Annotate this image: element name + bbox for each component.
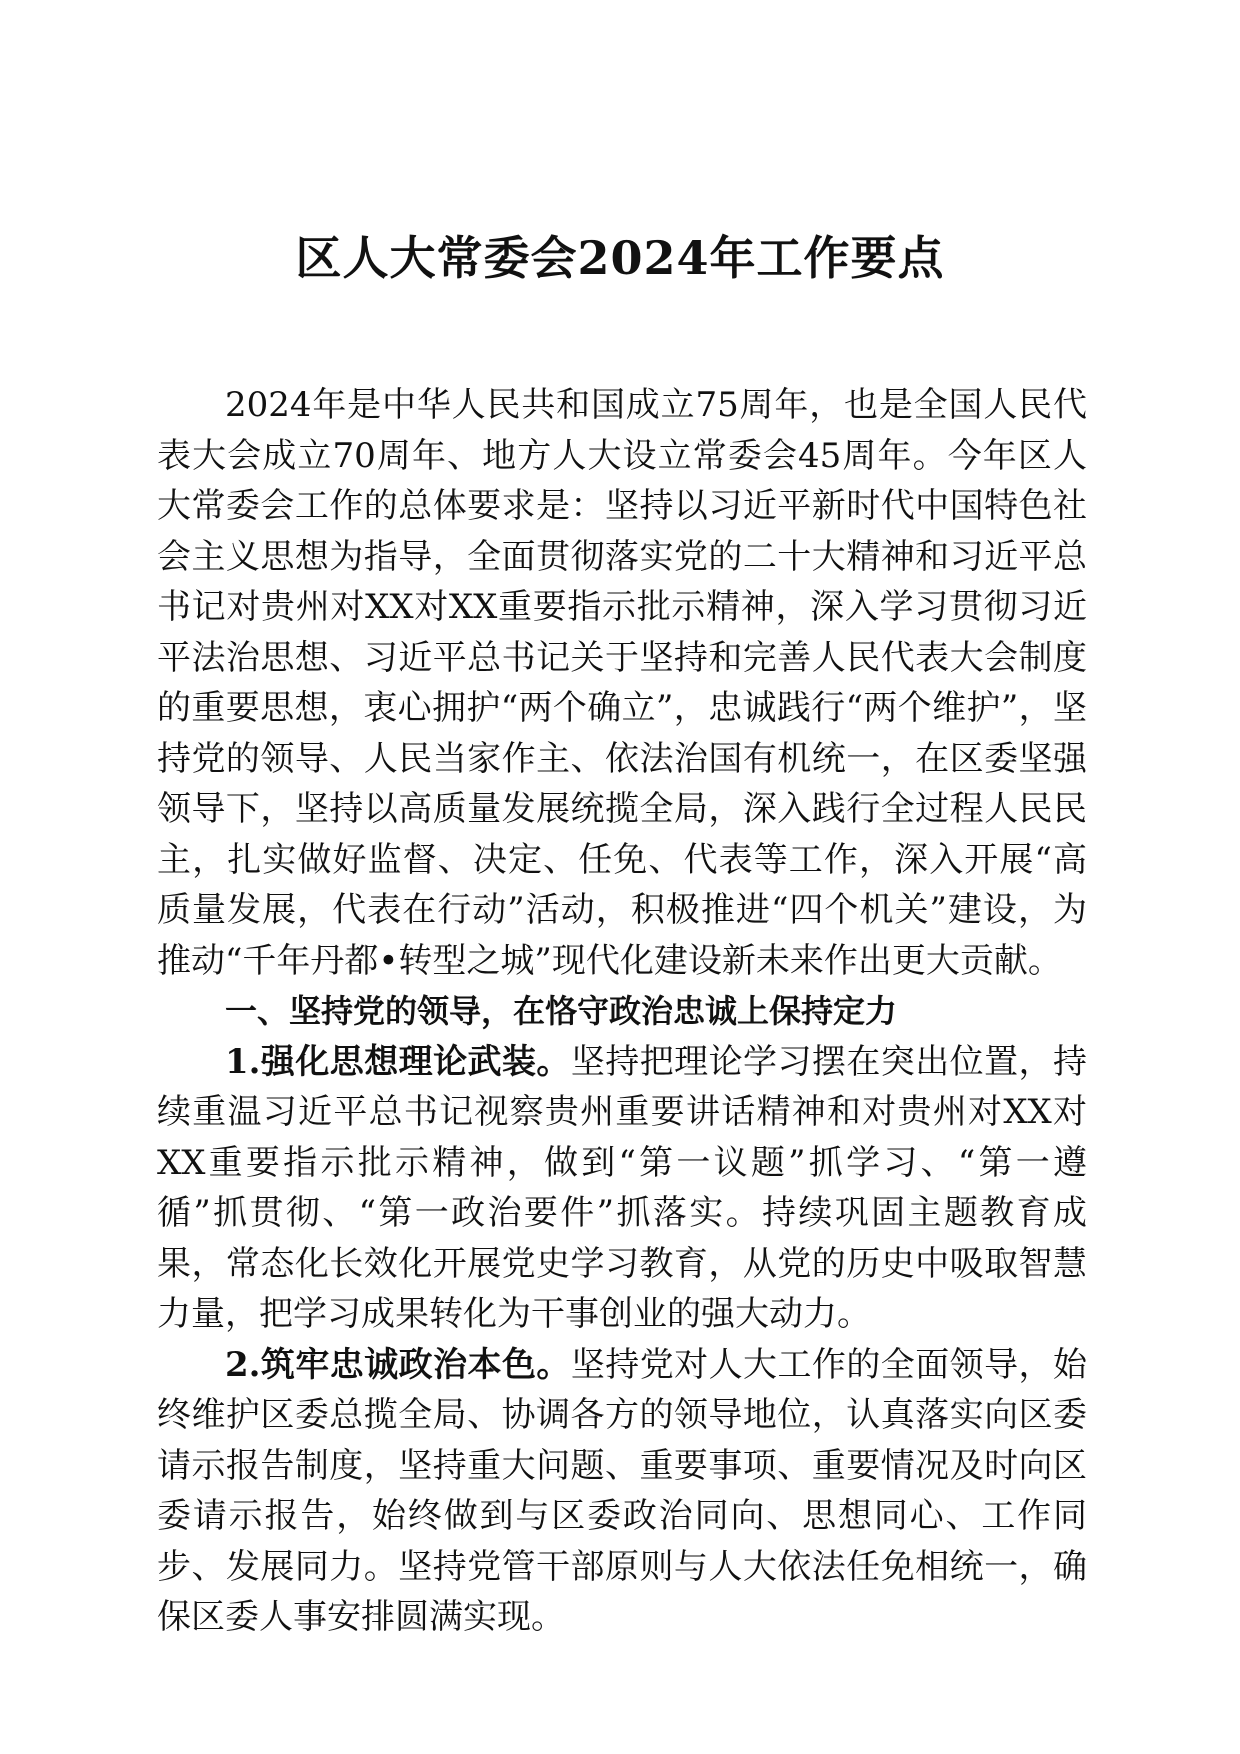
item-1-text: 坚持把理论学习摆在突出位置，持续重温习近平总书记视察贵州重要讲话精神和对贵州对XX对XX重要指示批示精神，做到“第一议题”抓学习、“第一遵循”抓贯彻、“第一政治要件”抓落实。持续巩固主题教育成果，常态化长效化开展党史学习教育，从党的历史中吸取智慧力量，把学习成果转化为干事创业的强大动力。 xyxy=(157,1041,1087,1334)
item-2-paragraph xyxy=(157,1340,1087,1643)
section-heading: 一、坚持党的领导，在恪守政治忠诚上保持定力 xyxy=(225,992,898,1030)
item-1-lead: 1.强化思想理论武装。 xyxy=(225,1041,571,1082)
item-1-paragraph xyxy=(157,1037,1087,1340)
item-2-lead: 2.筑牢忠诚政治本色。 xyxy=(225,1344,571,1385)
document-title: 区人大常委会2024年工作要点 xyxy=(295,231,945,285)
document-body xyxy=(157,380,1087,1643)
item-2-text: 坚持党对人大工作的全面领导，始终维护区委总揽全局、协调各方的领导地位，认真落实向区委请示报告制度，坚持重大问题、重要事项、重要情况及时向区委请示报告，始终做到与区委政治同向、思想同心、工作同步、发展同力。坚持党管干部原则与人大依法任免相统一，确保区委人事安排圆满实现。 xyxy=(157,1344,1087,1637)
intro-paragraph: 2024年是中华人民共和国成立75周年，也是全国人民代表大会成立70周年、地方人大设立常委会45周年。今年区人大常委会工作的总体要求是：坚持以习近平新时代中国特色社会主义思想为指导，全面贯彻落实党的二十大精神和习近平总书记对贵州对XX对XX重要指示批示精神，深入学习贯彻习近平法治思想、习近平总书记关于坚持和完善人民代表大会制度的重要思想，衷心拥护“两个确立”，忠诚践行“两个维护”，坚持党的领导、人民当家作主、依法治国有机统一，在区委坚强领导下，坚持以高质量发展统揽全局，深入践行全过程人民民主，扎实做好监督、决定、任免、代表等工作，深入开展“高质量发展，代表在行动”活动，积极推进“四个机关”建设，为推动“千年丹都•转型之城”现代化建设新未来作出更大贡献。 xyxy=(157,385,1087,981)
